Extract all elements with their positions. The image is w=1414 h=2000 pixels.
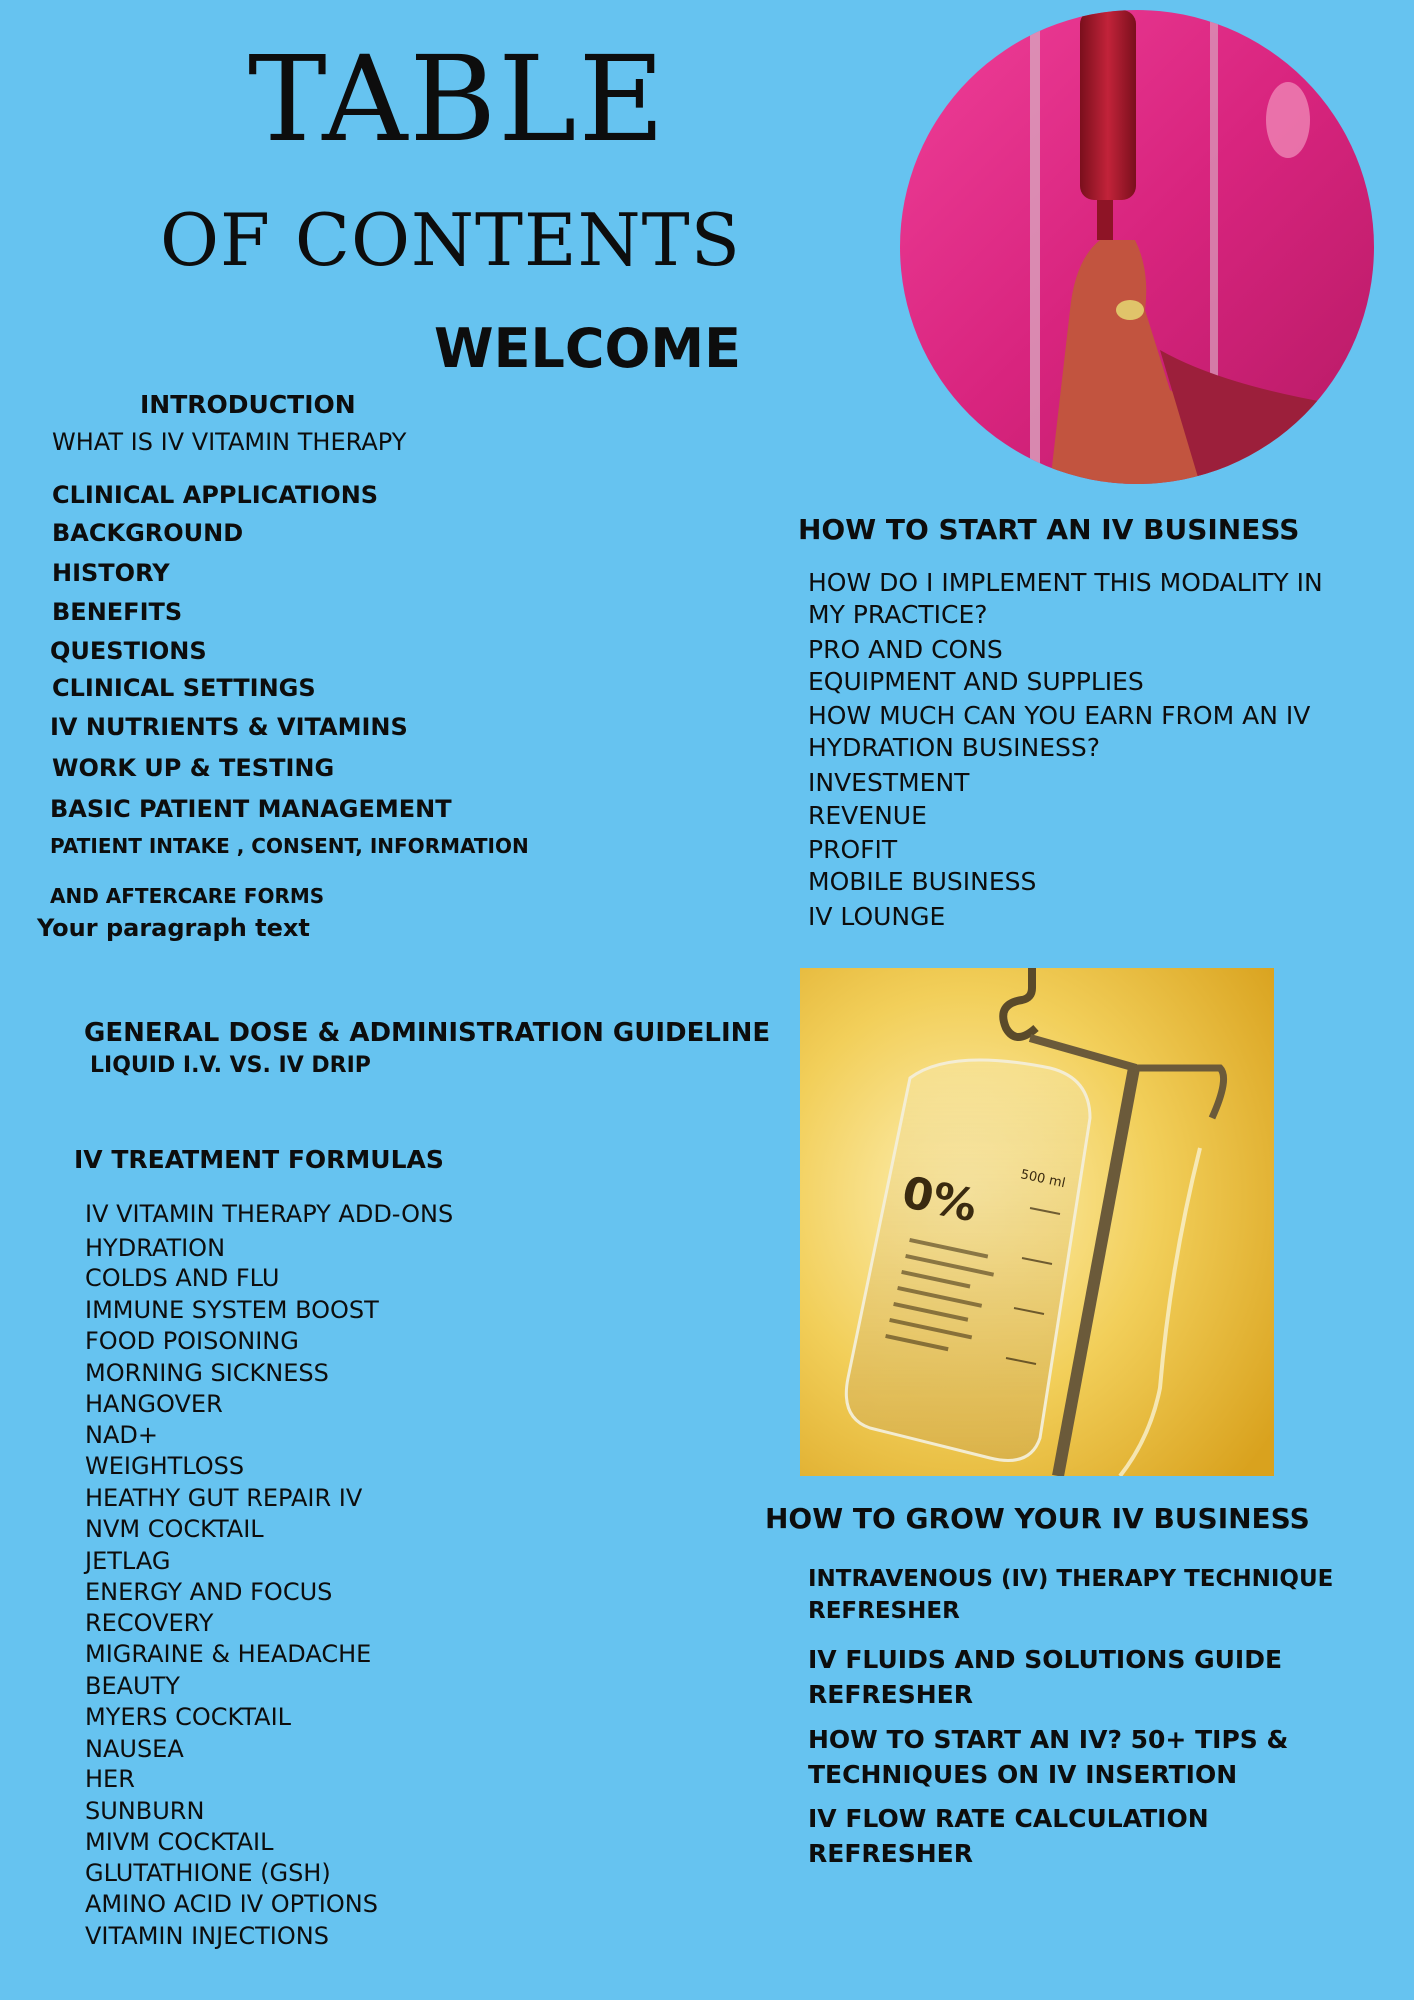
dose-guideline-subitem: LIQUID I.V. VS. IV DRIP: [90, 1053, 371, 1078]
list-item: REFRESHER: [808, 1598, 960, 1624]
start-business-heading: HOW TO START AN IV BUSINESS: [798, 513, 1300, 546]
intake-forms-line-1: PATIENT INTAKE , CONSENT, INFORMATION: [50, 834, 529, 858]
list-item: QUESTIONS: [50, 637, 207, 665]
list-item: HOW MUCH CAN YOU EARN FROM AN IV: [808, 701, 1311, 730]
list-item: VITAMIN INJECTIONS: [85, 1922, 329, 1950]
list-item: COLDS AND FLU: [85, 1264, 280, 1292]
list-item: IV NUTRIENTS & VITAMINS: [50, 713, 408, 741]
list-item: IMMUNE SYSTEM BOOST: [85, 1296, 379, 1324]
list-item: GLUTATHIONE (GSH): [85, 1859, 331, 1887]
list-item: REFRESHER: [808, 1839, 973, 1868]
list-item: RECOVERY: [85, 1609, 214, 1637]
list-item: NAUSEA: [85, 1735, 184, 1763]
bag-label-code: 0%: [897, 1166, 982, 1233]
list-item: WEIGHTLOSS: [85, 1452, 245, 1480]
list-item: MORNING SICKNESS: [85, 1359, 329, 1387]
list-item: CLINICAL APPLICATIONS: [52, 481, 379, 509]
list-item: HANGOVER: [85, 1390, 223, 1418]
list-item: MOBILE BUSINESS: [808, 867, 1037, 896]
list-item: IV LOUNGE: [808, 902, 946, 931]
intro-subitem: WHAT IS IV VITAMIN THERAPY: [52, 428, 407, 456]
list-item: HOW TO START AN IV? 50+ TIPS &: [808, 1725, 1289, 1754]
list-item: ENERGY AND FOCUS: [85, 1578, 333, 1606]
list-item: BEAUTY: [85, 1672, 180, 1700]
list-item: HYDRATION BUSINESS?: [808, 733, 1101, 762]
bag-label-volume: 500 ml: [1019, 1167, 1067, 1192]
list-item: WORK UP & TESTING: [52, 754, 335, 782]
title-line-1: TABLE: [248, 30, 667, 168]
iv-bag-hand-photo: [900, 10, 1374, 484]
list-item: BACKGROUND: [52, 519, 244, 547]
grow-business-heading: HOW TO GROW YOUR IV BUSINESS: [765, 1502, 1310, 1535]
list-item: BENEFITS: [52, 598, 183, 626]
list-item: BASIC PATIENT MANAGEMENT: [50, 795, 452, 823]
list-item: JETLAG: [85, 1547, 171, 1575]
intake-forms-line-2: AND AFTERCARE FORMS: [50, 884, 325, 908]
list-item: HOW DO I IMPLEMENT THIS MODALITY IN: [808, 568, 1323, 597]
list-item: HYDRATION: [85, 1234, 226, 1262]
list-item: MIVM COCKTAIL: [85, 1828, 274, 1856]
list-item: AMINO ACID IV OPTIONS: [85, 1890, 378, 1918]
title-line-2: OF CONTENTS: [160, 198, 741, 282]
list-item: TECHNIQUES ON IV INSERTION: [808, 1760, 1238, 1789]
list-item: INTRAVENOUS (IV) THERAPY TECHNIQUE: [808, 1566, 1334, 1592]
introduction-heading: INTRODUCTION: [140, 390, 356, 419]
list-item: IV VITAMIN THERAPY ADD-ONS: [85, 1200, 454, 1228]
list-item: SUNBURN: [85, 1797, 205, 1825]
iv-bag-stand-photo: [800, 968, 1274, 1476]
list-item: NVM COCKTAIL: [85, 1515, 264, 1543]
paragraph-placeholder: Your paragraph text: [37, 914, 310, 942]
dose-guideline-heading: GENERAL DOSE & ADMINISTRATION GUIDELINE: [84, 1018, 771, 1048]
list-item: HISTORY: [52, 559, 170, 587]
list-item: FOOD POISONING: [85, 1327, 299, 1355]
list-item: NAD+: [85, 1421, 158, 1449]
list-item: HEATHY GUT REPAIR IV: [85, 1484, 363, 1512]
list-item: MYERS COCKTAIL: [85, 1703, 292, 1731]
list-item: MIGRAINE & HEADACHE: [85, 1640, 372, 1668]
list-item: IV FLUIDS AND SOLUTIONS GUIDE: [808, 1645, 1283, 1674]
list-item: MY PRACTICE?: [808, 600, 988, 629]
list-item: PROFIT: [808, 835, 898, 864]
list-item: PRO AND CONS: [808, 635, 1003, 664]
list-item: HER: [85, 1765, 135, 1793]
list-item: CLINICAL SETTINGS: [52, 674, 316, 702]
list-item: EQUIPMENT AND SUPPLIES: [808, 667, 1144, 696]
list-item: REVENUE: [808, 801, 927, 830]
list-item: IV FLOW RATE CALCULATION: [808, 1804, 1209, 1833]
list-item: REFRESHER: [808, 1680, 973, 1709]
list-item: INVESTMENT: [808, 768, 970, 797]
formulas-heading: IV TREATMENT FORMULAS: [74, 1145, 444, 1174]
welcome-heading: WELCOME: [434, 317, 742, 380]
